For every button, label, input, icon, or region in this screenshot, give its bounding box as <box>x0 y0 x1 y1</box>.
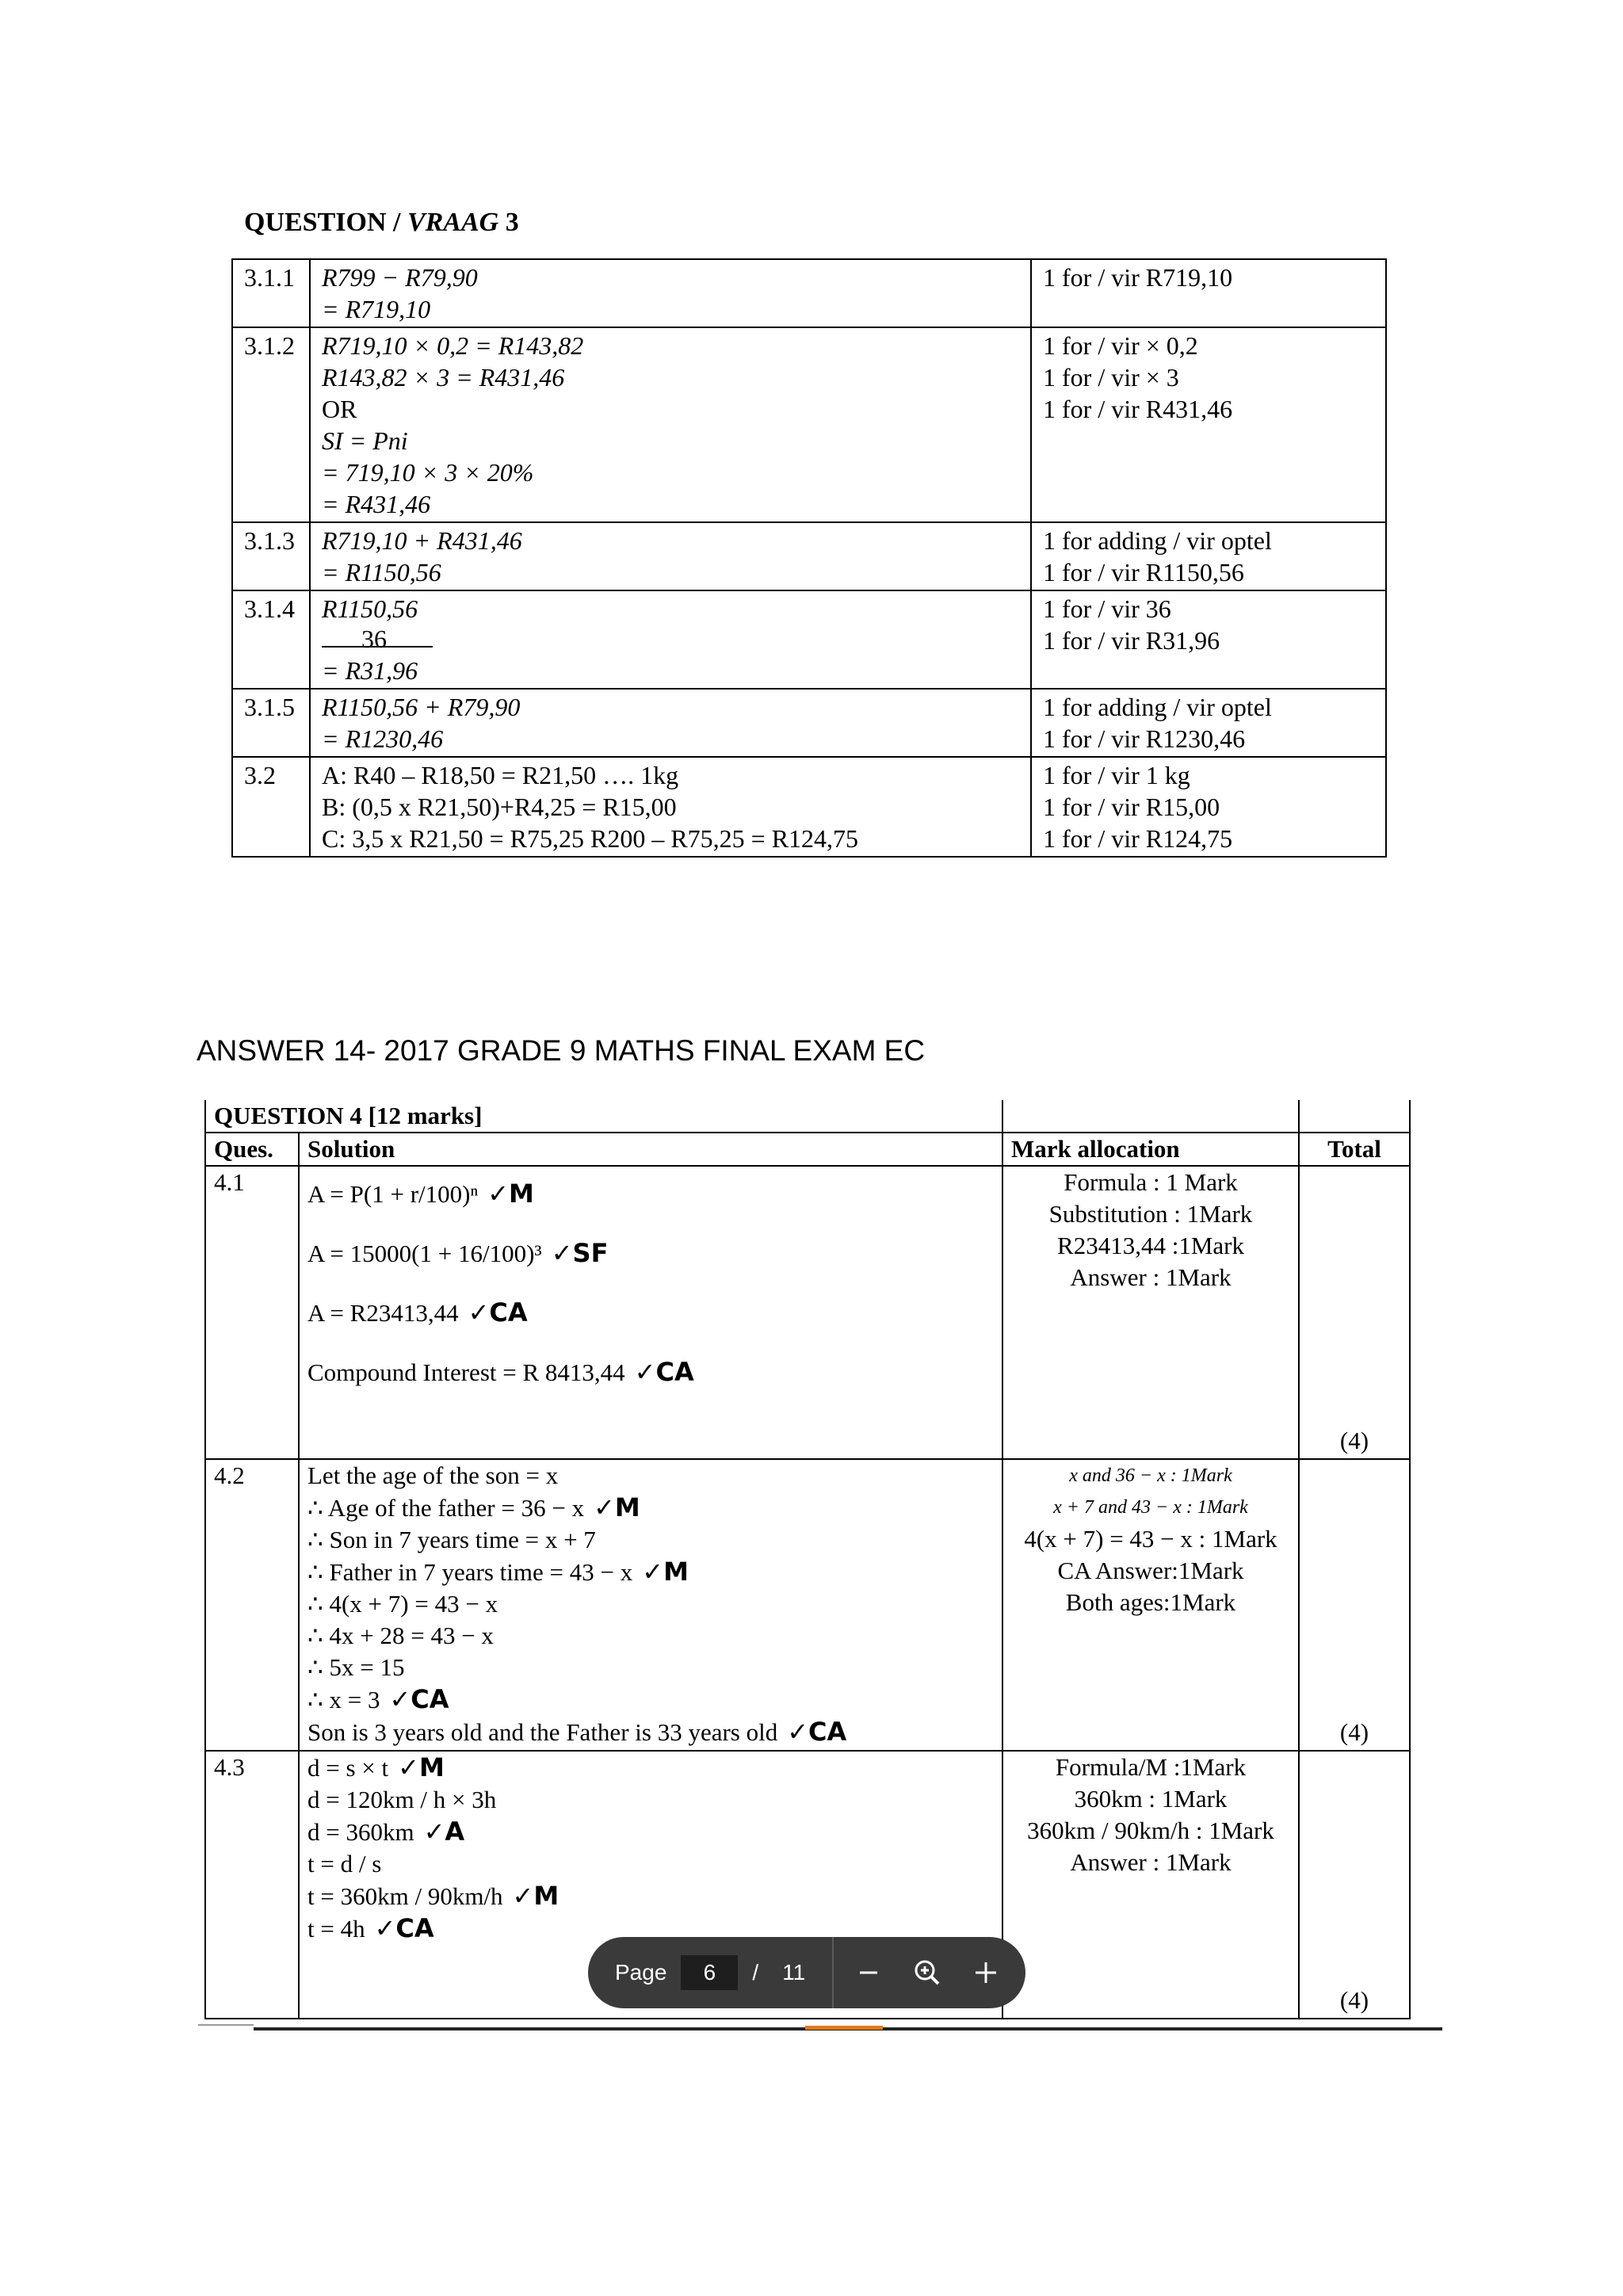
check-mark-icon: ✓CA <box>634 1357 694 1387</box>
q3-marks <box>1031 522 1386 590</box>
check-mark-icon: ✓M <box>512 1881 559 1911</box>
q4-solution-line <box>307 1588 994 1620</box>
question-3-table <box>231 258 1387 858</box>
q4-row <box>205 1166 1410 1459</box>
q4-allocation-line: 4(x + 7) = 43 − x : 1Mark <box>1024 1525 1277 1553</box>
q3-mark-line: 1 for / vir R719,10 <box>1043 263 1233 292</box>
q3-fraction-numerator: R1150,56 <box>322 594 418 623</box>
q4-solution-line <box>307 1652 994 1683</box>
q3-mark-line: 1 for / vir R31,96 <box>1043 626 1220 655</box>
q4-solution-text: Compound Interest = R 8413,44 <box>307 1358 625 1386</box>
scroll-position-indicator <box>805 2026 883 2030</box>
check-mark-icon: ✓A <box>423 1817 465 1847</box>
q3-solution-line: = R1230,46 <box>322 724 444 753</box>
q3-row <box>232 590 1386 689</box>
q4-solution-line <box>307 1492 994 1524</box>
zoom-in-icon <box>911 1957 943 1988</box>
question-4-title: QUESTION 4 [12 marks] <box>205 1100 1002 1133</box>
q4-solution-text: d = s × t <box>307 1754 389 1782</box>
q3-row <box>232 259 1386 327</box>
q3-question-number: 3.1.2 <box>232 327 310 522</box>
q4-solution-line <box>307 1752 994 1784</box>
q3-solution-line: R719,10 + R431,46 <box>322 526 522 555</box>
q3-question-number: 3.1.5 <box>232 689 310 757</box>
q4-solution-line <box>307 1848 994 1880</box>
q3-question-number: 3.2 <box>232 757 310 857</box>
q4-solution-text: ∴ 5x = 15 <box>307 1653 405 1681</box>
q3-row <box>232 327 1386 522</box>
q4-allocation-line: x + 7 and 43 − x : 1Mark <box>1053 1497 1248 1518</box>
q4-solution-text: ∴ Son in 7 years time = x + 7 <box>307 1526 596 1553</box>
q4-total-value: (4) <box>1339 1427 1369 1454</box>
q3-marks <box>1031 590 1386 689</box>
check-mark-icon: ✓CA <box>374 1913 434 1943</box>
q4-question-number: 4.1 <box>205 1166 299 1459</box>
q3-mark-line: 1 for / vir × 3 <box>1043 363 1179 392</box>
q4-solution <box>299 1166 1002 1459</box>
q4-solution-line <box>307 1880 994 1912</box>
q3-solution-line: R143,82 × 3 = R431,46 <box>322 363 565 392</box>
question-3-title: QUESTION / VRAAG 3 <box>244 208 519 237</box>
q4-solution-line <box>307 1683 994 1716</box>
q4-solution-text: A = R23413,44 <box>307 1299 459 1327</box>
q4-solution-text: t = 4h <box>307 1915 365 1943</box>
q4-mark-allocation <box>1002 1459 1299 1751</box>
q4-solution-line <box>307 1297 994 1329</box>
q4-solution-line <box>307 1556 994 1588</box>
q4-solution-text: A = P(1 + r/100)ⁿ <box>307 1180 479 1208</box>
q3-solution-line: R1150,56 + R79,90 <box>322 693 521 721</box>
q3-solution-line: R799 − R79,90 <box>322 263 478 292</box>
q3-solution-line: = R431,46 <box>322 490 431 518</box>
q3-row <box>232 522 1386 590</box>
q3-question-number: 3.1.4 <box>232 590 310 689</box>
q3-fraction-result: = R31,96 <box>322 656 418 685</box>
q4-solution-line <box>307 1237 994 1270</box>
question-4-table <box>204 1100 1411 2019</box>
q3-solution-line: B: (0,5 x R21,50)+R4,25 = R15,00 <box>322 793 677 821</box>
page-number-input[interactable] <box>681 1955 738 1990</box>
check-mark-icon: ✓CA <box>389 1684 449 1714</box>
q4-total-value: (4) <box>1339 1986 1369 2014</box>
q4-solution <box>299 1459 1002 1751</box>
q4-mark-allocation <box>1002 1751 1299 2019</box>
q3-solution <box>310 590 1031 689</box>
q3-solution-line: A: R40 – R18,50 = R21,50 …. 1kg <box>322 761 679 789</box>
q4-solution-text: ∴ 4x + 28 = 43 − x <box>307 1622 494 1649</box>
q4-question-number: 4.2 <box>205 1459 299 1751</box>
q4-solution-text: A = 15000(1 + 16/100)³ <box>307 1240 542 1267</box>
q4-solution-text: Let the age of the son = x <box>307 1461 559 1489</box>
q3-mark-line: 1 for / vir R1230,46 <box>1043 724 1246 753</box>
q4-solution-line <box>307 1620 994 1652</box>
q4-solution-line <box>307 1356 994 1389</box>
toolbar-divider <box>832 1937 834 2008</box>
q3-solution <box>310 757 1031 857</box>
zoom-in-button[interactable] <box>962 1949 1010 1996</box>
q4-allocation-line: Answer : 1Mark <box>1070 1848 1232 1876</box>
minus-icon <box>857 1961 880 1985</box>
q3-mark-line: 1 for / vir 1 kg <box>1043 761 1190 789</box>
q4-total <box>1299 1459 1410 1751</box>
q4-allocation-line: 360km : 1Mark <box>1074 1785 1228 1813</box>
q4-solution-text: Son is 3 years old and the Father is 33 years old <box>307 1718 778 1746</box>
q3-solution-line: = R719,10 <box>322 295 431 323</box>
q3-marks <box>1031 259 1386 327</box>
q4-allocation-line: R23413,44 :1Mark <box>1057 1232 1244 1259</box>
q4-solution-text: d = 360km <box>307 1818 414 1846</box>
total-pages: 11 <box>782 1960 806 1985</box>
q4-question-number: 4.3 <box>205 1751 299 2019</box>
q3-mark-line: 1 for adding / vir optel <box>1043 693 1272 721</box>
q4-allocation-line: Formula : 1 Mark <box>1064 1168 1238 1196</box>
q4-solution-line <box>307 1460 994 1492</box>
zoom-out-button[interactable] <box>845 1949 892 1996</box>
q4-solution-text: d = 120km / h × 3h <box>307 1786 497 1813</box>
q3-solution-line: R719,10 × 0,2 = R143,82 <box>322 331 584 360</box>
q3-marks <box>1031 689 1386 757</box>
check-mark-icon: ✓SF <box>551 1238 609 1268</box>
q4-allocation-line: Formula/M :1Mark <box>1055 1753 1247 1781</box>
q4-solution-text: ∴ 4(x + 7) = 43 − x <box>307 1590 498 1618</box>
q4-solution-line <box>307 1784 994 1816</box>
q4-mark-allocation <box>1002 1166 1299 1459</box>
q3-mark-line: 1 for / vir R15,00 <box>1043 793 1220 821</box>
q3-mark-line: 1 for / vir R431,46 <box>1043 395 1233 423</box>
q3-mark-line: 1 for / vir R124,75 <box>1043 824 1233 853</box>
q4-total <box>1299 1751 1410 2019</box>
q4-allocation-line: Answer : 1Mark <box>1070 1263 1232 1291</box>
q3-question-number: 3.1.1 <box>232 259 310 327</box>
q3-row <box>232 757 1386 857</box>
q4-total <box>1299 1166 1410 1459</box>
q3-solution-line: OR <box>322 395 357 423</box>
header-mark-allocation: Mark allocation <box>1002 1133 1299 1166</box>
q4-solution-line <box>307 1716 994 1748</box>
page-navigation-toolbar <box>588 1937 1025 2008</box>
q3-row <box>232 689 1386 757</box>
page-label: Page <box>615 1960 667 1985</box>
answer-heading: ANSWER 14- 2017 GRADE 9 MATHS FINAL EXAM EC <box>197 1034 926 1067</box>
header-ques: Ques. <box>205 1133 299 1166</box>
check-mark-icon: ✓CA <box>787 1717 847 1747</box>
header-total: Total <box>1299 1133 1410 1166</box>
q3-solution <box>310 689 1031 757</box>
q3-solution <box>310 327 1031 522</box>
q4-allocation-line: Both ages:1Mark <box>1065 1588 1236 1616</box>
q3-fraction-denominator: 36 <box>361 625 387 653</box>
zoom-fit-button[interactable] <box>903 1949 951 1996</box>
current-page: 6 <box>703 1960 716 1985</box>
q4-total-value: (4) <box>1339 1718 1369 1746</box>
q3-mark-line: 1 for adding / vir optel <box>1043 526 1272 555</box>
q4-solution-line <box>307 1178 994 1210</box>
q3-solution-line: C: 3,5 x R21,50 = R75,25 R200 – R75,25 = R124,75 <box>322 824 859 853</box>
page-separator: / <box>752 1960 759 1985</box>
q4-solution-text: t = 360km / 90km/h <box>307 1882 503 1910</box>
q4-solution-text: ∴ Father in 7 years time = 43 − x <box>307 1558 633 1586</box>
q3-question-number: 3.1.3 <box>232 522 310 590</box>
page-divider-left <box>198 2024 254 2026</box>
q3-mark-line: 1 for / vir 36 <box>1043 594 1171 623</box>
q4-solution-line <box>307 1524 994 1556</box>
q3-solution-line: SI = Pni <box>322 426 408 455</box>
q4-solution-text: t = d / s <box>307 1850 382 1878</box>
check-mark-icon: ✓M <box>642 1557 689 1587</box>
q4-allocation-line: 360km / 90km/h : 1Mark <box>1027 1817 1274 1844</box>
q4-solution-line <box>307 1816 994 1848</box>
q3-marks <box>1031 327 1386 522</box>
q4-row <box>205 1459 1410 1751</box>
q4-allocation-line: Substitution : 1Mark <box>1048 1200 1253 1228</box>
check-mark-icon: ✓M <box>487 1179 534 1209</box>
q3-mark-line: 1 for / vir × 0,2 <box>1043 331 1198 360</box>
q3-solution-line: = R1150,56 <box>322 558 441 586</box>
q4-solution-text: ∴ Age of the father = 36 − x <box>307 1494 585 1522</box>
check-mark-icon: ✓M <box>594 1492 640 1522</box>
q3-solution <box>310 259 1031 327</box>
plus-icon <box>972 1959 999 1986</box>
check-mark-icon: ✓M <box>398 1752 445 1782</box>
q3-solution <box>310 522 1031 590</box>
q4-allocation-line: x and 36 − x : 1Mark <box>1069 1465 1232 1486</box>
q3-mark-line: 1 for / vir R1150,56 <box>1043 558 1244 586</box>
q4-solution-text: ∴ x = 3 <box>307 1686 380 1713</box>
q4-allocation-line: CA Answer:1Mark <box>1057 1557 1244 1584</box>
header-solution: Solution <box>299 1133 1002 1166</box>
q3-marks <box>1031 757 1386 857</box>
q3-solution-line: = 719,10 × 3 × 20% <box>322 458 534 487</box>
check-mark-icon: ✓CA <box>468 1297 528 1328</box>
